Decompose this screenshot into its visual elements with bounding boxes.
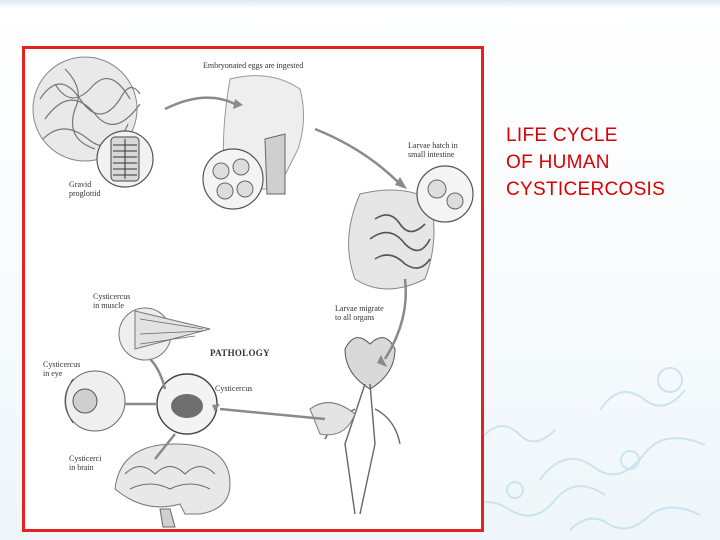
arrow-to-cysticercus (220, 409, 325, 419)
eye-illustration (65, 371, 125, 431)
label-cysticerci-brain: Cysticerci in brain (69, 454, 102, 472)
label-gravid-proglottid: Gravid proglottid (69, 180, 101, 198)
label-larvae-migrate: Larvae migrate to all organs (335, 304, 384, 322)
eggs-circle (203, 149, 263, 209)
label-eggs-ingested: Embryonated eggs are ingested (203, 61, 304, 70)
top-band (0, 0, 720, 8)
label-cysticercus-eye: Cysticercus in eye (43, 360, 81, 378)
title-line-2: OF HUMAN (506, 152, 610, 173)
larvae-hatch-circle (417, 166, 473, 222)
brain-illustration (115, 444, 230, 527)
title-line-3: CYSTICERCOSIS (506, 179, 666, 200)
label-larvae-hatch: Larvae hatch in small intestine (408, 141, 458, 159)
arrow-to-muscle (150, 359, 165, 389)
proglottid-detail (97, 131, 153, 187)
label-cysticercus: Cysticercus (215, 384, 253, 393)
slide-title (506, 122, 716, 203)
arrow-to-intestine (315, 129, 400, 184)
diagram-frame (22, 46, 484, 532)
title-line-1: LIFE CYCLE (506, 125, 618, 146)
arrow-to-ingestion (165, 98, 235, 109)
label-pathology: PATHOLOGY (210, 348, 270, 358)
heart-circulation-illustration (310, 338, 400, 514)
cysticercus-circle (157, 374, 217, 434)
label-cysticercus-muscle: Cysticercus in muscle (93, 292, 131, 310)
muscle-illustration (119, 308, 210, 360)
